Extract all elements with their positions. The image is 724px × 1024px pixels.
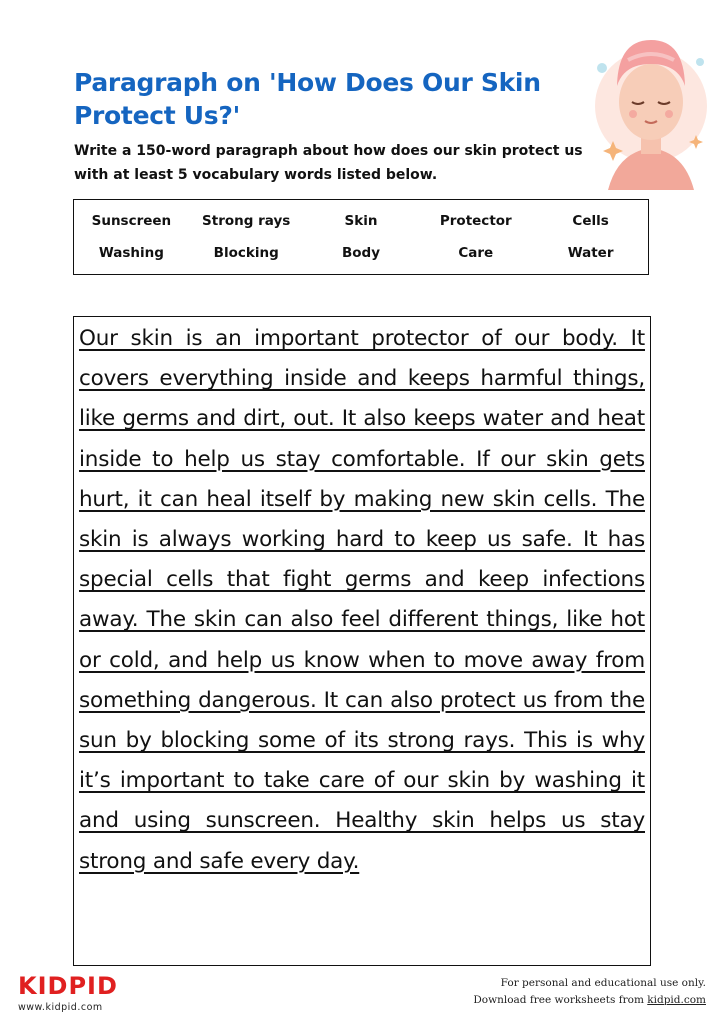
vocabulary-row [74, 245, 648, 261]
vocabulary-word: Strong rays [202, 213, 291, 229]
footer-note [473, 975, 706, 1009]
vocabulary-word: Blocking [213, 245, 279, 261]
logo-url: www.kidpid.com [18, 1002, 103, 1013]
paragraph-box [73, 316, 651, 966]
logo-text: KIDPID [18, 972, 118, 1000]
worksheet-title: Paragraph on 'How Does Our Skin Protect Us?' [74, 68, 541, 130]
vocabulary-word: Body [341, 245, 380, 261]
vocabulary-row [74, 213, 648, 229]
footer-line-2 [473, 992, 706, 1009]
vocabulary-word: Skin [344, 213, 378, 229]
vocabulary-word: Sunscreen [91, 213, 172, 229]
vocabulary-word: Washing [98, 245, 164, 261]
paragraph-text: Our skin is an important protector of our body. It covers everything inside and keeps harmful things, like germs and dirt, out. It also keeps water and heat inside to help us stay comfortable. If our skin gets hurt, it can heal itself by making new skin cells. The skin is always working hard to keep us safe. It has special cells that fight germs and keep infections away. The skin can also feel different things, like hot or cold, and help us know when to move away from something dangerous. It can also protect us from the sun by blocking some of its strong rays. This is why it’s important to take care of our skin by washing it and using sunscreen. Healthy skin helps us stay strong and safe every day. [79, 326, 645, 874]
vocabulary-word: Care [458, 245, 494, 261]
footer-line-1: For personal and educational use only. [500, 977, 706, 989]
kidpid-link[interactable]: kidpid.com [647, 994, 706, 1006]
vocabulary-box [73, 199, 649, 275]
vocabulary-word: Protector [439, 213, 512, 229]
instruction-text: Write a 150-word paragraph about how does our skin protect us with at least 5 vocabulary words listed below. [74, 143, 583, 183]
footer-line-2-prefix: Download free worksheets from [473, 994, 648, 1006]
skincare-girl-illustration [588, 20, 714, 190]
vocabulary-word: Water [567, 245, 614, 261]
kidpid-logo[interactable] [14, 972, 134, 1016]
vocabulary-word: Cells [572, 213, 609, 229]
